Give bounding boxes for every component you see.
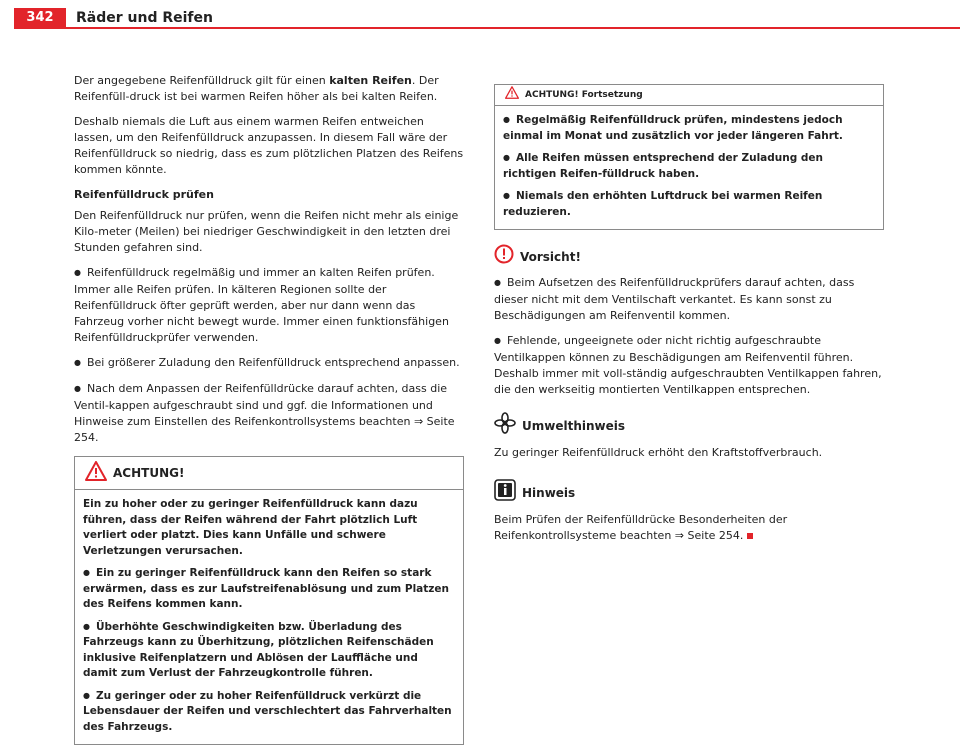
text: . Der Reifenfüll-druck ist bei warmen Reifen höher als bei kalten Reifen. bbox=[74, 74, 439, 103]
page-reference-link[interactable]: Seite 254. bbox=[74, 415, 455, 444]
subheading: Reifenfülldruck prüfen bbox=[74, 188, 214, 201]
warning-title: ACHTUNG! bbox=[113, 466, 185, 480]
warning-continued-box bbox=[494, 84, 884, 230]
environment-text: Zu geringer Reifenfülldruck erhöht den Kraftstoffverbrauch. bbox=[494, 446, 823, 459]
emphasis: kalten Reifen bbox=[329, 74, 412, 87]
paragraph-check: Den Reifenfülldruck nur prüfen, wenn die Reifen nicht mehr als einige Kilo-meter (Meilen) bei niedriger Geschwindigkeit in den letzten drei Stunden gefahren sind. bbox=[74, 209, 459, 254]
warning-intro: Ein zu hoher oder zu geringer Reifenfülldruck kann dazu führen, dass der Reifen während der Fahrt plötzlich Luft verliert oder platzt. Dies kann Unfälle und schwere Verletzungen verursachen. bbox=[83, 498, 418, 557]
left-column bbox=[74, 73, 464, 745]
caution-title: Vorsicht! bbox=[520, 249, 581, 264]
list-item: ● Beim Aufsetzen des Reifenfülldruckprüfers darauf achten, dass dieser nicht mit dem Ventilschaft verkantet. Es kann sonst zu Beschädigungen am Reifenventil kommen. bbox=[494, 275, 884, 324]
warning-triangle-icon bbox=[85, 461, 107, 486]
warning-header bbox=[75, 457, 463, 490]
chapter-title: Räder und Reifen bbox=[76, 10, 213, 26]
list-item: ● Zu geringer oder zu hoher Reifenfülldruck verkürzt die Lebensdauer der Reifen und verschlechtert das Fahrverhalten des Fahrzeugs. bbox=[83, 689, 455, 736]
environment-title: Umwelthinweis bbox=[522, 418, 626, 433]
text: Nach dem Anpassen der Reifenfülldrücke darauf achten, dass die Ventil-kappen aufgeschraubt sind und ggf. die Informationen und Hinweise zum Einstellen des Reifenkontrollsystems beachten bbox=[74, 382, 448, 428]
paragraph-cold-tyre bbox=[74, 73, 464, 105]
header-rule bbox=[14, 27, 960, 29]
paragraph-warm-tyre: Deshalb niemals die Luft aus einem warmen Reifen entweichen lassen, um den Reifenfülldruck anzupassen. In diesem Fall wäre der Reifenfülldruck so niedrig, dass es zum plötzlichen Platzen des Reifens kommen könnte. bbox=[74, 115, 464, 176]
list-item: ● Fehlende, ungeeignete oder nicht richtig aufgeschraubte Ventilkappen können zu Beschädigungen am Reifenventil führen. Deshalb immer mit voll-ständig aufgeschraubten Ventilkappen fahren, die den werkseitig montierten Ventilkappen entsprechen. bbox=[494, 333, 884, 398]
right-column bbox=[494, 84, 884, 553]
leaf-icon bbox=[494, 412, 516, 439]
end-marker bbox=[747, 533, 753, 539]
note-text bbox=[494, 512, 884, 544]
note-header bbox=[494, 479, 884, 506]
list-item: ● Niemals den erhöhten Luftdruck bei warmen Reifen reduzieren. bbox=[503, 189, 875, 220]
page-number: 342 bbox=[14, 8, 66, 28]
warning-continued-header bbox=[495, 85, 883, 106]
caution-header bbox=[494, 244, 884, 269]
warning-body bbox=[75, 490, 463, 744]
page-reference-link[interactable]: Seite 254. bbox=[687, 529, 744, 542]
caution-exclamation-icon bbox=[494, 244, 514, 269]
warning-continued-body bbox=[495, 106, 883, 229]
list-item: ● Bei größerer Zuladung den Reifenfülldruck entsprechend anpassen. bbox=[74, 355, 464, 372]
environment-header bbox=[494, 412, 884, 439]
list-item: ● Reifenfülldruck regelmäßig und immer an kalten Reifen prüfen. Immer alle Reifen prüfen. In kälteren Regionen sollte der Reifenfülldruck öfter geprüft werden, aber nur dann wenn das Fahrzeug vorher nicht bewegt wurde. Immer einen funktionsfähigen Reifenfülldruckprüfer verwenden. bbox=[74, 265, 464, 346]
list-item bbox=[74, 381, 464, 446]
warning-continued-title: ACHTUNG! Fortsetzung bbox=[525, 90, 643, 100]
warning-box bbox=[74, 456, 464, 745]
text: Der angegebene Reifenfülldruck gilt für einen bbox=[74, 74, 330, 87]
page-header bbox=[0, 0, 960, 30]
list-item: ● Alle Reifen müssen entsprechend der Zuladung den richtigen Reifen-fülldruck haben. bbox=[503, 151, 875, 182]
warning-triangle-icon bbox=[505, 86, 519, 104]
list-item: ● Regelmäßig Reifenfülldruck prüfen, mindestens jedoch einmal im Monat und zusätzlich vor jeder längeren Fahrt. bbox=[503, 113, 875, 144]
list-item: ● Überhöhte Geschwindigkeiten bzw. Überladung des Fahrzeugs kann zu Überhitzung, plötzlichen Reifenschäden inklusive Reifenplatzern und Ablösen der Lauffläche und damit zum Verlust der Fahrzeugkontrolle führen. bbox=[83, 620, 455, 682]
note-title: Hinweis bbox=[522, 485, 576, 500]
ref-arrow: ⇒ bbox=[413, 415, 424, 428]
ref-arrow: ⇒ bbox=[674, 529, 685, 542]
list-item: ● Ein zu geringer Reifenfülldruck kann den Reifen so stark erwärmen, dass es zur Laufstreifenablösung und zum Platzen des Reifens kommen kann. bbox=[83, 566, 455, 613]
info-icon bbox=[494, 479, 516, 506]
text: Beim Prüfen der Reifenfülldrücke Besonderheiten der Reifenkontrollsysteme beachten bbox=[494, 513, 788, 542]
